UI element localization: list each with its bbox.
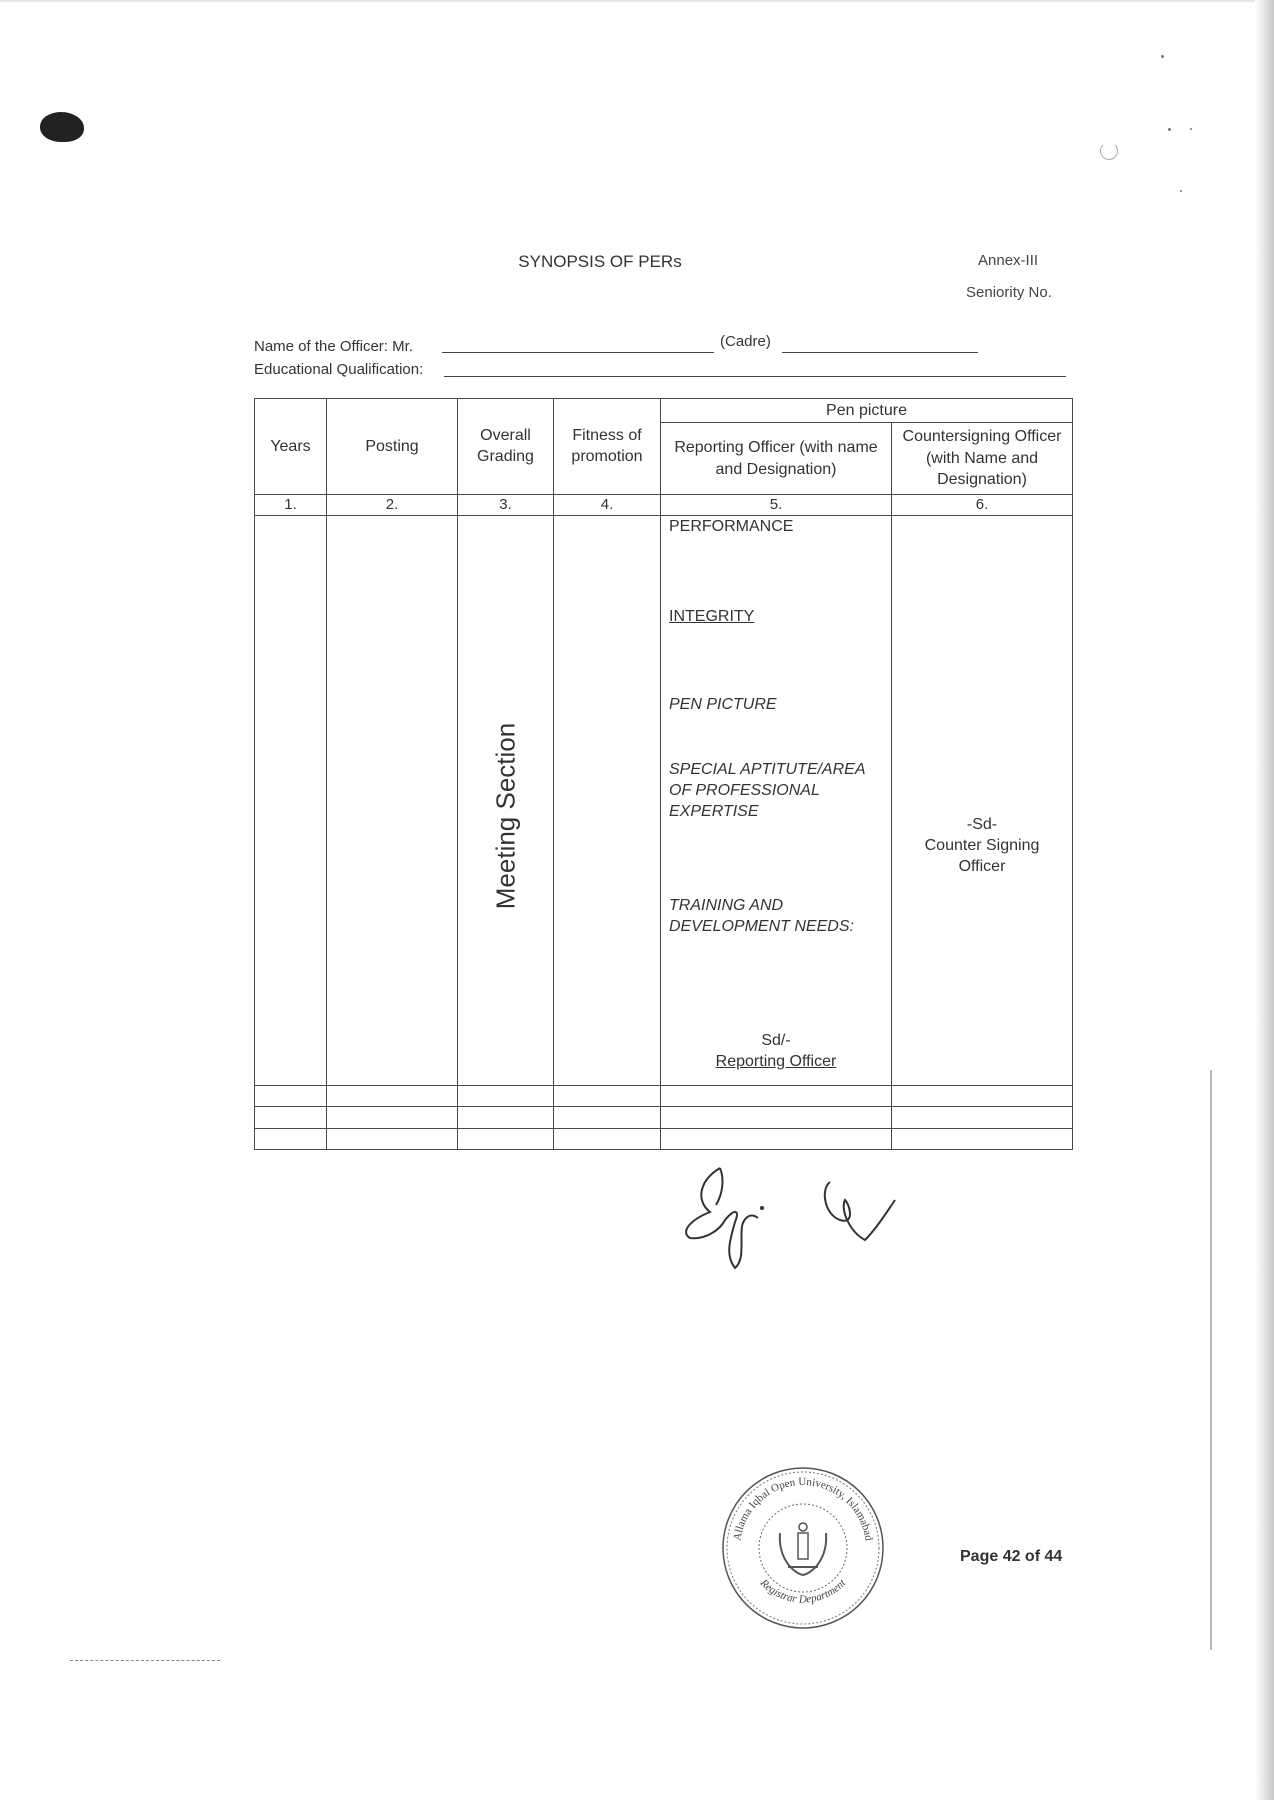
empty-cell [661,1107,892,1128]
scan-margin-line [1210,1070,1212,1650]
pen-picture-label: PEN PICTURE [669,696,777,713]
header-row [255,399,1073,423]
countersigning-role: Counter Signing Officer [924,837,1040,875]
column-number: 6. [892,494,1073,515]
officer-name-label: Name of the Officer: Mr. [254,338,413,355]
cadre-label: (Cadre) [720,333,771,350]
empty-cell [327,1128,458,1149]
empty-cell [554,1107,661,1128]
posting-cell [327,516,458,1086]
column-number: 5. [661,494,892,515]
scan-right-edge [1255,0,1274,1800]
years-cell [255,516,327,1086]
training-needs-label: TRAINING AND DEVELOPMENT NEEDS: [669,897,854,935]
column-number: 1. [255,494,327,515]
performance-label: PERFORMANCE [669,518,794,535]
column-number: 4. [554,494,661,515]
empty-cell [458,1107,554,1128]
empty-cell [458,1085,554,1106]
svg-text:Registrar Department [757,1576,849,1605]
page-number: Page 42 of 44 [960,1548,1063,1565]
handwritten-signatures [680,1160,910,1270]
countersigning-sd: -Sd- [966,816,998,834]
reporting-sd: Sd/- [761,1032,791,1049]
reporting-role: Reporting Officer [715,1052,837,1070]
seniority-label: Seniority No. [966,284,1052,301]
university-seal [718,1463,888,1633]
empty-cell [458,1128,554,1149]
reporting-officer-cell [661,516,892,1086]
qualification-line [444,376,1066,377]
reporting-officer-signature [661,1031,891,1073]
col-header-reporting-officer: Reporting Officer (with name and Designation) [661,423,892,494]
col-header-posting: Posting [327,399,458,495]
punch-hole-mark [40,112,84,142]
scan-speck [1161,55,1164,58]
per-synopsis-table [254,398,1073,1150]
cadre-line [782,352,978,353]
meeting-section-label: Meeting Section [490,722,520,910]
table-row [255,1107,1073,1128]
col-header-fitness: Fitness of promotion [554,399,661,495]
empty-cell [327,1107,458,1128]
col-header-pen-picture: Pen picture [661,399,1073,423]
empty-cell [327,1085,458,1106]
empty-cell [554,1085,661,1106]
col-header-countersigning-officer: Countersigning Officer (with Name and Designation) [892,423,1073,494]
column-number: 2. [327,494,458,515]
scan-speck [1180,190,1182,192]
empty-cell [255,1107,327,1128]
qualification-label: Educational Qualification: [254,361,424,378]
table-row [255,1128,1073,1149]
special-aptitude-label: SPECIAL APTITUTE/AREA OF PROFESSIONAL EXPERTISE [669,761,865,820]
empty-cell [892,1107,1073,1128]
annex-label: Annex-III [978,252,1039,269]
scan-speck [1168,128,1171,131]
footer-line [70,1660,220,1661]
table-row [255,1085,1073,1106]
seal-bottom-text: Registrar Department [757,1577,849,1606]
table-row [255,516,1073,1086]
empty-cell [892,1128,1073,1149]
col-header-overall-grading: Overall Grading [458,399,554,495]
empty-cell [661,1085,892,1106]
scan-speck [1190,128,1192,130]
countersigning-officer-cell [892,516,1073,1086]
empty-cell [255,1128,327,1149]
scan-mark [1100,142,1118,160]
column-number-row [255,494,1073,515]
integrity-label: INTEGRITY [669,608,755,625]
scan-top-edge [0,0,1274,3]
officer-name-line [442,352,714,353]
overall-grading-cell [458,516,554,1086]
fitness-cell [554,516,661,1086]
empty-cell [554,1128,661,1149]
empty-cell [661,1128,892,1149]
document-title: SYNOPSIS OF PERs [518,252,682,271]
empty-cell [892,1085,1073,1106]
seal-top-text: Allama Iqbal Open University, Islamabad [731,1475,875,1542]
column-number: 3. [458,494,554,515]
col-header-years: Years [255,399,327,495]
empty-cell [255,1085,327,1106]
